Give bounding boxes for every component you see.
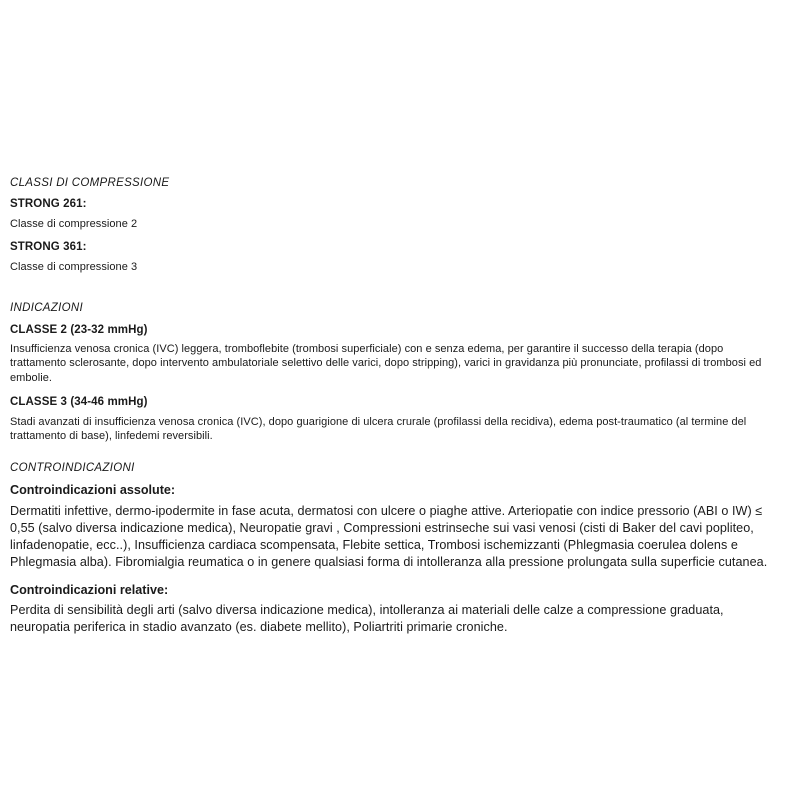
text-classe-3: Stadi avanzati di insufficienza venosa cronica (IVC), dopo guarigione di ulcera crurale (profilassi della recidiva), edema post-traumatico (al termine del trattamento di base), linfedemi reversibili. <box>10 415 747 443</box>
section-heading-indicazioni: INDICAZIONI <box>10 302 83 315</box>
section-classi-di-compressione <box>10 176 782 274</box>
text-classe-2: Insufficienza venosa cronica (IVC) leggera, tromboflebite (trombosi superficiale) con e senza edema, per garantire il successo della terapia (dopo trattamento sclerosante, dopo intervento ambulatoriale selettivo delle varici, dopo stripping), varici in gravidanza più pronunciate, profilassi di trombosi ed embolie. <box>10 342 762 384</box>
label-controindicazioni-assolute: Controindicazioni assolute: <box>10 483 176 498</box>
section-controindicazioni <box>10 461 782 636</box>
text-strong-261: Classe di compressione 2 <box>10 217 138 230</box>
label-classe-2: CLASSE 2 (23-32 mmHg) <box>10 323 148 336</box>
section-heading-controindicazioni: CONTROINDICAZIONI <box>10 461 135 474</box>
section-indicazioni <box>10 301 782 444</box>
label-strong-261: STRONG 261: <box>10 198 87 211</box>
text-controindicazioni-assolute: Dermatiti infettive, dermo-ipodermite in fase acuta, dermatosi con ulcere o piaghe attive. Arteriopatie con indice pressorio (ABI o IW) ≤ 0,55 (salvo diversa indicazione medica), Neuropatie gravi , Compressioni estrinseche sui vasi venosi (cisti di Baker del cavi popliteo, linfadenopatie, ecc..), Insufficienza cardiaca scompensata, Flebite settica, Trombosi ischemizzanti (Phlegmasia coerulea dolens e Phlegmasia alba). Fibromialgia reumatica o in genere qualsiasi forma di intolleranza alla pressione prolungata sulla superficie cutanea. <box>10 503 768 569</box>
label-controindicazioni-relative: Controindicazioni relative: <box>10 582 169 597</box>
section-heading-classi-di-compressione: CLASSI DI COMPRESSIONE <box>10 177 170 189</box>
text-strong-361: Classe di compressione 3 <box>10 260 138 273</box>
label-classe-3: CLASSE 3 (34-46 mmHg) <box>10 396 148 409</box>
label-strong-361: STRONG 361: <box>10 241 87 254</box>
spacer-1 <box>10 284 782 301</box>
spacer-2 <box>10 454 782 461</box>
text-controindicazioni-relative: Perdita di sensibilità degli arti (salvo diversa indicazione medica), intolleranza ai materiali delle calze a compressione graduata, neuropatia periferica in stadio avanzato (es. diabete mellito), Poliartriti primarie croniche. <box>10 602 724 634</box>
